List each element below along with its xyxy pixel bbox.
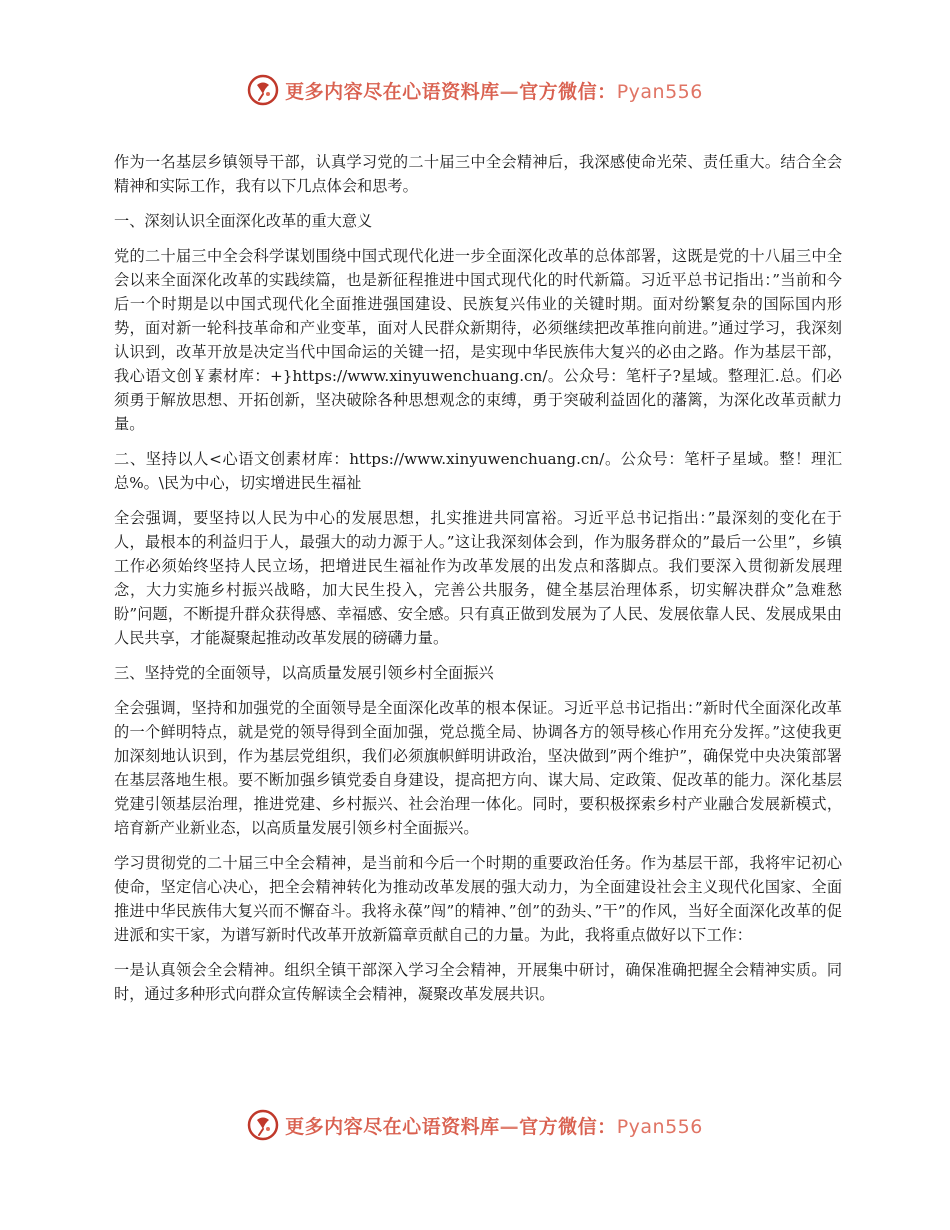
banner-contact-label: 官方微信：	[519, 1115, 617, 1138]
section-heading-2: 二、坚持以人<心语文创素材库：https://www.xinyuwenchuang.cn/。公众号：笔杆子星域。整！理汇总%。\民为中心，切实增进民生福祉	[114, 450, 842, 492]
banner-text	[285, 77, 703, 104]
banner-contact-label: 官方微信：	[519, 80, 617, 103]
section-2-paragraph: 全会强调，要坚持以人民为中心的发展思想，扎实推进共同富裕。习近平总书记指出：”最深刻的变化在于人，最根本的利益归于人，最强大的动力源于人。”这让我深刻体会到，作为服务群众的”最后一公里”，乡镇工作必须始终坚持人民立场，把增进民生福祉作为改革发展的出发点和落脚点。我们要深入贯彻新发展理念，大力实施乡村振兴战略，加大民生投入，完善公共服务，健全基层治理体系，切实解决群众”急难愁盼”问题，不断提升群众获得感、幸福感、安全感。只有真正做到发展为了人民、发展依靠人民、发展成果由人民共享，才能凝聚起推动改革发展的磅礴力量。	[114, 509, 842, 647]
banner-contact-id: Pyan556	[616, 80, 703, 103]
banner-brand: 更多内容尽在心语资料库	[285, 1115, 500, 1138]
banner-separator: —	[499, 1115, 520, 1138]
intro-paragraph: 作为一名基层乡镇领导干部，认真学习党的二十届三中全会精神后，我深感使命光荣、责任重大。结合全会精神和实际工作，我有以下几点体会和思考。	[114, 153, 842, 195]
section-1-paragraph: 党的二十届三中全会科学谋划围绕中国式现代化进一步全面深化改革的总体部署，这既是党的十八届三中全会以来全面深化改革的实践续篇，也是新征程推进中国式现代化的时代新篇。习近平总书记指出：”当前和今后一个时期是以中国式现代化全面推进强国建设、民族复兴伟业的关键时期。面对纷繁复杂的国际国内形势，面对新一轮科技革命和产业变革，面对人民群众新期待，必须继续把改革推向前进。”通过学习，我深刻认识到，改革开放是决定当代中国命运的关键一招，是实现中华民族伟大复兴的必由之路。作为基层干部，我心语文创￥素材库：+}https://www.xinyuwenchuang.cn/。公众号：笔杆子?星域。整理汇.总。们必须勇于解放思想、开拓创新，坚决破除各种思想观念的束缚，勇于突破利益固化的藩篱，为深化改革贡献力量。	[114, 247, 842, 433]
section-heading-1: 一、深刻认识全面深化改革的重大意义	[114, 212, 373, 230]
document-body	[114, 150, 842, 1017]
task-1-paragraph: 一是认真领会全会精神。组织全镇干部深入学习全会精神，开展集中研讨，确保准确把握全会精神实质。同时，通过多种形式向群众宣传解读全会精神，凝聚改革发展共识。	[114, 961, 842, 1003]
section-3-paragraph: 全会强调，坚持和加强党的全面领导是全面深化改革的根本保证。习近平总书记指出：”新时代全面深化改革的一个鲜明特点，就是党的领导得到全面加强，党总揽全局、协调各方的领导核心作用充分发挥。”这使我更加深刻地认识到，作为基层党组织，我们必须旗帜鲜明讲政治，坚决做到”两个维护”，确保党中央决策部署在基层落地生根。要不断加强乡镇党委自身建设，提高把方向、谋大局、定政策、促改革的能力。深化基层党建引领基层治理，推进党建、乡村振兴、社会治理一体化。同时，要积极探索乡村产业融合发展新模式，培育新产业新业态，以高质量发展引领乡村全面振兴。	[114, 699, 842, 837]
banner-brand: 更多内容尽在心语资料库	[285, 80, 500, 103]
footer-banner	[0, 1105, 950, 1145]
section-heading-3: 三、坚持党的全面领导，以高质量发展引领乡村全面振兴	[114, 664, 494, 682]
header-banner	[0, 70, 950, 110]
brand-logo-icon	[247, 1109, 279, 1141]
brand-logo-icon	[247, 74, 279, 106]
banner-contact-id: Pyan556	[616, 1115, 703, 1138]
banner-separator: —	[499, 80, 520, 103]
banner-text	[285, 1112, 703, 1139]
summary-paragraph: 学习贯彻党的二十届三中全会精神，是当前和今后一个时期的重要政治任务。作为基层干部，我将牢记初心使命，坚定信心决心，把全会精神转化为推动改革发展的强大动力，为全面建设社会主义现代化国家、全面推进中华民族伟大复兴而不懈奋斗。我将永葆”闯”的精神、”创”的劲头、”干”的作风，当好全面深化改革的促进派和实干家，为谱写新时代改革开放新篇章贡献自己的力量。为此，我将重点做好以下工作：	[114, 854, 842, 944]
